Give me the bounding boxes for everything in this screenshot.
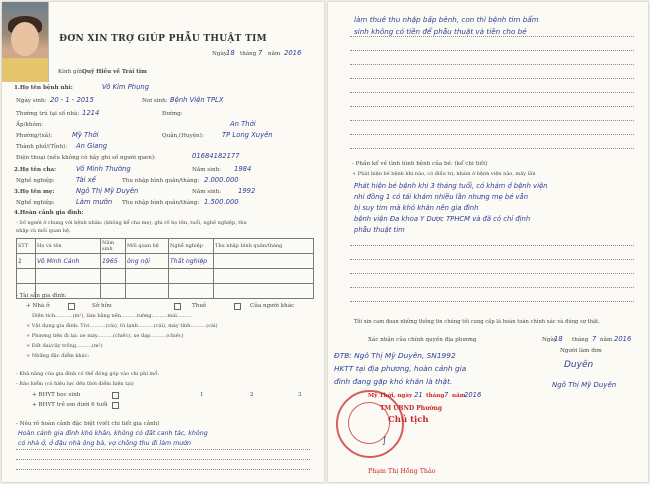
rent-label: Thuê [192, 303, 207, 309]
ruled-line [350, 273, 634, 274]
option-3: 3 [298, 392, 302, 398]
patient-birthplace: Bệnh Viện TPLX [170, 96, 224, 104]
col-job: Nghề nghiệp [169, 239, 214, 254]
row-name: Võ Minh Cảnh [36, 254, 101, 269]
bhyt-student: + BHYT học sinh [32, 392, 81, 398]
father-dob-label: Năm sinh: [192, 167, 222, 173]
disease-line-5: phẫu thuật tim [354, 226, 405, 234]
ruled-line [350, 245, 634, 246]
other-line: + Những đặc điểm khác: [26, 353, 90, 359]
father-income: 2.000.000 [204, 176, 239, 184]
ruled-line [350, 106, 634, 107]
confirm-label: Xác nhận của chính quyền địa phương [368, 337, 477, 343]
stamp-month: 7 [444, 391, 449, 399]
mother-job: Làm mướn [76, 198, 113, 206]
option-2: 2 [250, 392, 254, 398]
family-intro-2: nhập và mối quan hệ. [16, 228, 71, 234]
to-fund: Quỹ Hiếu về Trái tim [82, 69, 147, 75]
bhyt-student-box [112, 392, 119, 399]
patient-phone: 01684182177 [192, 152, 240, 160]
disease-line-4: bệnh viện Đa khoa Y Dược TPHCM và đã có chỉ định [354, 215, 531, 223]
house-number: 1214 [82, 109, 100, 117]
ruled-line [350, 36, 634, 37]
row-job: Thất nghiệp [169, 254, 214, 269]
relative-label: Của người khác [250, 303, 295, 309]
col-stt: STT [17, 239, 36, 254]
father-dob: 1984 [234, 165, 252, 173]
office-label: TM UBND Phường [380, 405, 443, 412]
insurance-line: - Bảo hiểm (có hiệu lực đến thời điểm hiện tại) [16, 381, 134, 387]
form-title: ĐƠN XIN TRỢ GIÚP PHẪU THUẬT TIM [59, 34, 267, 44]
ward-label: Phường/(xã): [16, 133, 53, 139]
to-prefix: Kính gửi: [58, 69, 84, 75]
date-day: 18 [226, 49, 235, 57]
disease-line-1: Phát hiện bé bệnh khi 3 tháng tuổi, có khám ở bệnh viện [354, 182, 548, 190]
patient-name: Võ Kim Phụng [102, 83, 150, 91]
photo-shirt [2, 58, 48, 82]
ruled-line [350, 259, 634, 260]
ruled-line [350, 287, 634, 288]
ruled-line [350, 148, 634, 149]
confirm-line-3: đình đang gặp khó khăn là thật. [334, 377, 453, 386]
birthplace-label: Nơi sinh: [142, 98, 168, 104]
dob-label: Ngày sinh: [16, 98, 47, 104]
assets-title: - Tài sản gia đình: [16, 293, 67, 299]
ruled-line [350, 78, 634, 79]
patient-district: TP Long Xuyên [222, 131, 273, 139]
ruled-line [350, 134, 634, 135]
date-month: 7 [258, 49, 263, 57]
mother-dob-label: Năm sinh: [192, 189, 222, 195]
stamp-year: 2016 [464, 391, 482, 399]
father-name: Võ Minh Thường [76, 165, 131, 173]
patient-hamlet: An Thới [230, 120, 256, 128]
disease-hint: + Phát hiện bé bệnh khi nào, có điều trị, khám ở bệnh viện nào, mấy lần [352, 171, 536, 177]
sign-year: 2016 [614, 335, 632, 343]
official-signature: ∫ [382, 436, 387, 446]
stamp-month-label: tháng [426, 393, 445, 399]
hamlet-label: Ấp/khóm: [16, 122, 44, 128]
ruled-line [350, 92, 634, 93]
applicant-signature: Duyên [564, 360, 594, 370]
disease-line-3: bị suy tim mà khó khăn nên gia đình [354, 204, 479, 212]
mother-dob: 1992 [238, 187, 256, 195]
sign-month: 7 [592, 335, 597, 343]
address-label: Thường trú tại số nhà: [16, 111, 80, 117]
row-income [214, 254, 314, 269]
confirm-line-1: ĐTB: Ngô Thị Mỹ Duyên, SN1992 [334, 351, 456, 360]
street-label: Đường: [162, 111, 183, 117]
land-line: + Đất đai/cây trồng..........(m²) [26, 343, 103, 349]
ruled-line [16, 459, 310, 460]
mother-name: Ngô Thị Mỹ Duyên [76, 187, 139, 195]
patient-dob: 20 - 1 - 2015 [50, 96, 94, 104]
form-page-2 [328, 2, 648, 482]
household-table [16, 238, 314, 299]
stamp-day: 21 [414, 391, 423, 399]
owned-label: Sở hữu [92, 303, 112, 309]
ruled-line [350, 50, 634, 51]
ruled-line [16, 449, 310, 450]
table-row [17, 269, 314, 284]
col-name: Họ và tên [36, 239, 101, 254]
father-job: Tài xế [76, 176, 96, 184]
note-line-2: có nhà ở, ở đậu nhà ông bà, vợ chồng thu đi làm mướn [18, 440, 192, 447]
father-job-label: Nghề nghiệp: [16, 178, 55, 184]
official-name: Phạm Thị Hồng Thảo [368, 468, 436, 475]
note-line-1: Hoàn cảnh gia đình khó khăn, không có đất canh tác, không [18, 430, 208, 437]
col-relation: Mối quan hệ [126, 239, 169, 254]
district-label: Quận,(Huyện): [162, 133, 204, 139]
chair-label: Chủ tịch [388, 415, 429, 425]
patient-ward: Mỹ Thới [72, 131, 99, 139]
row-relation: ông nội [126, 254, 169, 269]
relative-checkbox [234, 303, 241, 310]
mother-income: 1.500.000 [204, 198, 239, 206]
applicant-name: Ngô Thị Mỹ Duyên [552, 381, 617, 389]
row-stt: 1 [17, 254, 36, 269]
continuation-line-1: làm thuê thu nhập bấp bênh, con thì bệnh tim bẩm [354, 15, 539, 24]
contribution-line: - Khả năng của gia đình có thể đóng góp vào chi phí mổ: [16, 371, 160, 377]
note-title: - Nêu rõ hoàn cảnh đặc biệt (viết chi tiết gia cảnh) [16, 421, 160, 427]
table-row [17, 254, 314, 269]
bhyt-child-box [112, 402, 119, 409]
ruled-line [350, 120, 634, 121]
sign-day: 18 [554, 335, 563, 343]
year-label: năm [268, 51, 281, 57]
bhyt-child: + BHYT trẻ em dưới 6 tuổi [32, 402, 108, 408]
disease-title: - Phần kể về tình hình bệnh của bé: (kể chi tiết) [352, 161, 488, 167]
date-label: Ngày [212, 51, 227, 57]
family-section: 4.Hoàn cảnh gia đình: [14, 210, 84, 216]
vehicle-line: + Phương tiện đi lại: xe máy..........(chiếc), xe đạp..........(chiếc) [26, 333, 184, 339]
phone-label: Điện thoại (nếu không có hãy ghi số người quen): [16, 155, 156, 161]
mother-job-label: Nghề nghiệp: [16, 200, 55, 206]
family-intro-1: - Số người ở chung với bệnh nhân: (không kể cha mẹ), ghi rõ họ tên, tuổi, nghề nghiệp, thu [16, 220, 247, 226]
mother-income-label: Thu nhập bình quân/tháng: [122, 200, 200, 206]
father-income-label: Thu nhập bình quân/tháng: [122, 178, 200, 184]
col-income: Thu nhập bình quân/tháng [214, 239, 314, 254]
house-label: + Nhà ở [26, 303, 50, 309]
city-label: Thành phố/(Tỉnh): [16, 144, 68, 150]
area-line: Diện tích:..........(m²), làm bằng nền..........tường..........mái.......... [32, 313, 193, 319]
confirm-line-2: HKTT tại địa phương, hoàn cảnh gia [334, 364, 467, 373]
mother-section: 3.Họ tên mẹ: [14, 189, 55, 195]
form-page-1 [2, 2, 324, 482]
sign-month-label: tháng [572, 337, 589, 343]
ruled-line [350, 301, 634, 302]
disease-line-2: nhi đồng 1 có tái khám nhiều lần nhưng mẹ bé vẫn [354, 193, 529, 201]
col-birth-year: Năm sinh [101, 239, 126, 254]
stamp-year-label: năm [452, 393, 466, 399]
patient-city: An Giang [76, 142, 108, 150]
patient-section: 1.Họ tên bệnh nhi: [14, 85, 73, 91]
rent-checkbox [174, 303, 181, 310]
row-birth-year: 1965 [101, 254, 126, 269]
sign-date-label: Ngày [542, 337, 557, 343]
goods-line: + Vật dụng gia đình: Tivi..........(cái), tủ lạnh..........(cái), máy tính..........(cái) [26, 323, 218, 329]
stamp-place: Mỹ Thới, ngày [368, 393, 413, 399]
sign-year-label: năm [600, 337, 613, 343]
ruled-line [350, 64, 634, 65]
ruled-line [16, 469, 310, 470]
month-label: tháng [240, 51, 257, 57]
option-1: 1 [200, 392, 204, 398]
household-header-row [17, 239, 314, 254]
continuation-line-2: sinh không có tiền để phẫu thuật và tiền cho bé [354, 27, 527, 36]
applicant-label: Người làm đơn [560, 348, 602, 354]
commitment-text: Tôi xin cam đoan những thông tin chúng tôi cung cấp là hoàn toàn chính xác và đúng sự thật. [354, 319, 600, 325]
date-year: 2016 [284, 49, 302, 57]
father-section: 2.Họ tên cha: [14, 167, 57, 173]
owned-checkbox [68, 303, 75, 310]
